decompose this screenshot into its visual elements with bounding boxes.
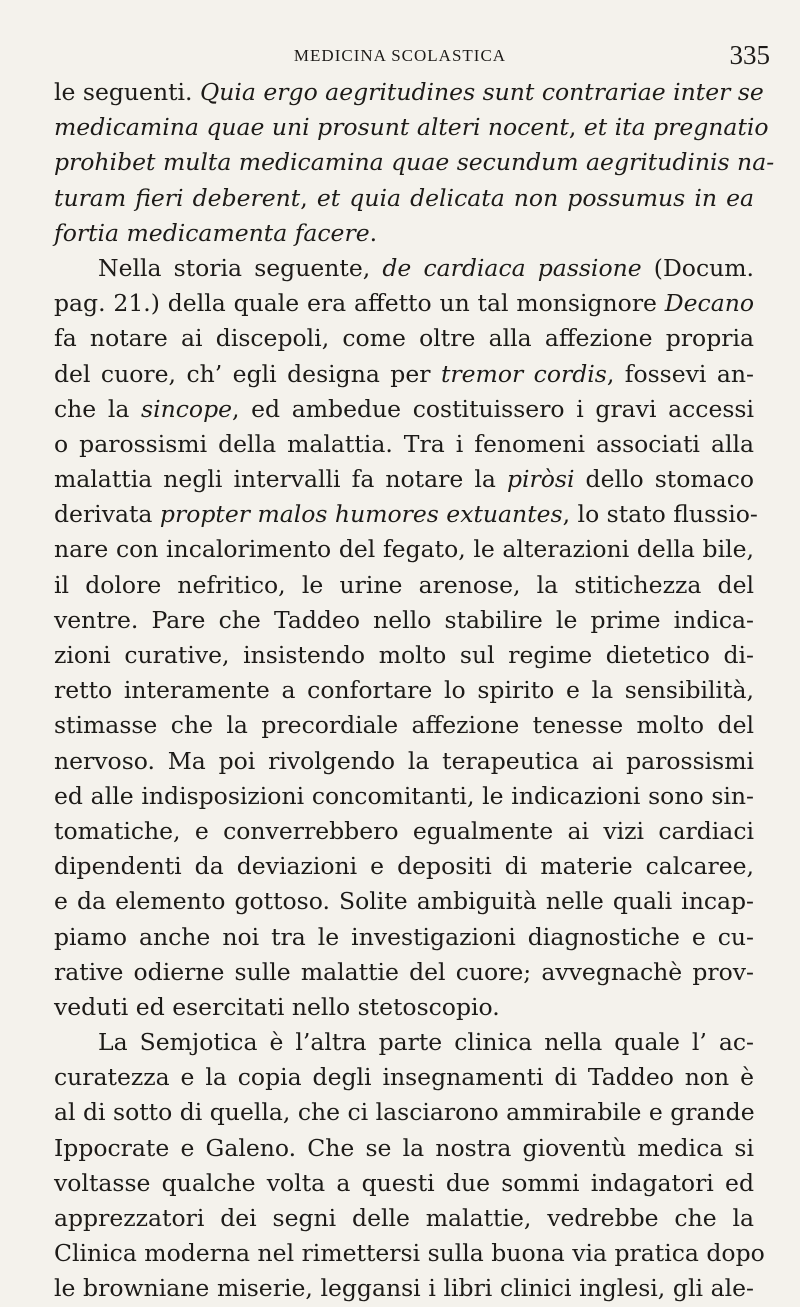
text-line (54, 1201, 754, 1236)
text-run: zioni curative, insistendo molto sul regime dietetico di- (54, 641, 754, 669)
text-run: veduti ed esercitati nello stetoscopio. (54, 992, 500, 1021)
text-line (54, 638, 754, 673)
page-header (0, 40, 800, 74)
running-title: MEDICINA SCOLASTICA (293, 46, 507, 65)
text-run: retto interamente a confortare lo spirito e la sensibilità, (54, 676, 754, 705)
text-line (54, 744, 754, 779)
text-line (54, 532, 754, 567)
text-line (54, 708, 754, 743)
text-run: al di sotto di quella, che ci lasciarono ammirabile e grande (54, 1098, 755, 1127)
italic-text: sincope (141, 394, 233, 423)
text-line (54, 75, 764, 110)
text-run: nervoso. Ma poi rivolgendo la terapeutica ai parossismi (54, 746, 754, 775)
text-line (54, 392, 754, 427)
text-line (54, 1131, 754, 1166)
italic-text: et quia delicata non possumus in ea (316, 183, 754, 212)
page-number: 335 (729, 40, 770, 70)
text-line (54, 990, 754, 1025)
italic-text: prohibet multa medicamina quae secundum aegritudinis na- (54, 148, 775, 177)
text-run: e da elemento gottoso. Solite ambiguità nelle quali incap- (54, 887, 754, 916)
text-line (54, 286, 754, 321)
text-line (54, 1060, 754, 1095)
text-run: ed alle indisposizioni concomitanti, le indicazioni sono sin- (54, 781, 754, 810)
text-line (54, 779, 754, 814)
text-run: , lo stato flussio- (562, 500, 758, 529)
italic-text: turam fieri deberent (54, 183, 301, 212)
text-run: stimasse che la precordiale affezione tenesse molto del (54, 711, 754, 740)
text-line (54, 884, 754, 919)
body-text (54, 75, 775, 1307)
text-line (54, 849, 754, 884)
text-line (54, 603, 754, 638)
text-line (54, 181, 754, 216)
italic-text: Quia ergo aegritudines sunt contrariae inter se (199, 78, 764, 106)
text-run: Ippocrate e Galeno. Che se la nostra gioventù medica si (54, 1133, 754, 1162)
text-run: o parossismi della malattia. Tra i fenomeni associati alla (54, 429, 754, 458)
text-run: , fossevi an- (606, 359, 754, 388)
text-line (54, 673, 754, 708)
text-line (54, 110, 769, 145)
text-run: . (369, 218, 378, 247)
text-line (54, 920, 754, 955)
text-run: tomatiche, e converrebbero egualmente ai vizi cardiaci (54, 816, 754, 845)
text-run: Nella storia seguente, (98, 253, 383, 282)
text-run: il dolore nefritico, le urine arenose, la stitichezza del (54, 570, 754, 599)
text-line (54, 1025, 754, 1060)
text-run: piamo anche noi tra le investigazioni diagnostiche e cu- (54, 922, 754, 951)
text-line (54, 216, 754, 251)
text-run: rative odierne sulle malattie del cuore; avvegnachè prov- (54, 957, 754, 986)
italic-text: piròsi (506, 465, 575, 494)
text-run: La Semjotica è l’altra parte clinica nella quale l’ ac- (98, 1028, 754, 1057)
text-run: , (568, 113, 584, 142)
text-run: che la (54, 394, 142, 423)
text-run: fa notare ai discepoli, come oltre alla affezione propria (54, 324, 754, 353)
text-line (54, 1095, 754, 1130)
italic-text: medicamina quae uni prosunt alteri nocent (54, 113, 569, 142)
text-line (54, 1166, 754, 1201)
text-run: voltasse qualche volta a questi due sommi indagatori ed (54, 1168, 754, 1197)
text-run: ventre. Pare che Taddeo nello stabilire le prime indica- (54, 605, 754, 634)
text-run: le seguenti. (54, 78, 200, 106)
italic-text: Decano (664, 289, 754, 318)
text-run: nare con incalorimento del fegato, le alterazioni della bile, (54, 535, 754, 564)
text-run: (Docum. (641, 253, 755, 282)
text-line (54, 251, 754, 286)
text-line (54, 955, 754, 990)
text-line (54, 568, 754, 603)
text-run: Clinica moderna nel rimettersi sulla buona via pratica dopo (54, 1239, 765, 1268)
text-run: malattia negli intervalli fa notare la (54, 465, 507, 494)
text-run: dipendenti da deviazioni e depositi di materie calcaree, (54, 852, 754, 881)
italic-text: de cardiaca passione (382, 253, 642, 282)
text-line (54, 427, 754, 462)
text-line (54, 1236, 765, 1271)
italic-text: fortia medicamenta facere (54, 218, 370, 247)
text-run: derivata (54, 500, 160, 529)
text-line (54, 1271, 754, 1306)
text-line (54, 145, 775, 180)
text-line (54, 321, 754, 356)
italic-text: tremor cordis (440, 359, 607, 388)
text-run: , ed ambedue costituissero i gravi accessi (232, 394, 755, 423)
text-run: le browniane miserie, leggansi i libri clinici inglesi, gli ale- (54, 1274, 754, 1303)
text-run: , (300, 183, 317, 212)
text-run: del cuore, ch’ egli designa per (54, 359, 441, 388)
text-run: apprezzatori dei segni delle malattie, vedrebbe che la (54, 1204, 754, 1232)
text-line (54, 497, 758, 532)
text-run: pag. 21.) della quale era affetto un tal monsignore (54, 289, 665, 318)
text-line (54, 462, 754, 497)
text-run: curatezza e la copia degli insegnamenti di Taddeo non è (54, 1063, 754, 1092)
text-line (54, 814, 754, 849)
italic-text: et ita pregnatio (583, 113, 769, 142)
text-line (54, 357, 754, 392)
italic-text: propter malos humores extuantes (159, 500, 563, 529)
text-run: dello stomaco (574, 465, 755, 494)
